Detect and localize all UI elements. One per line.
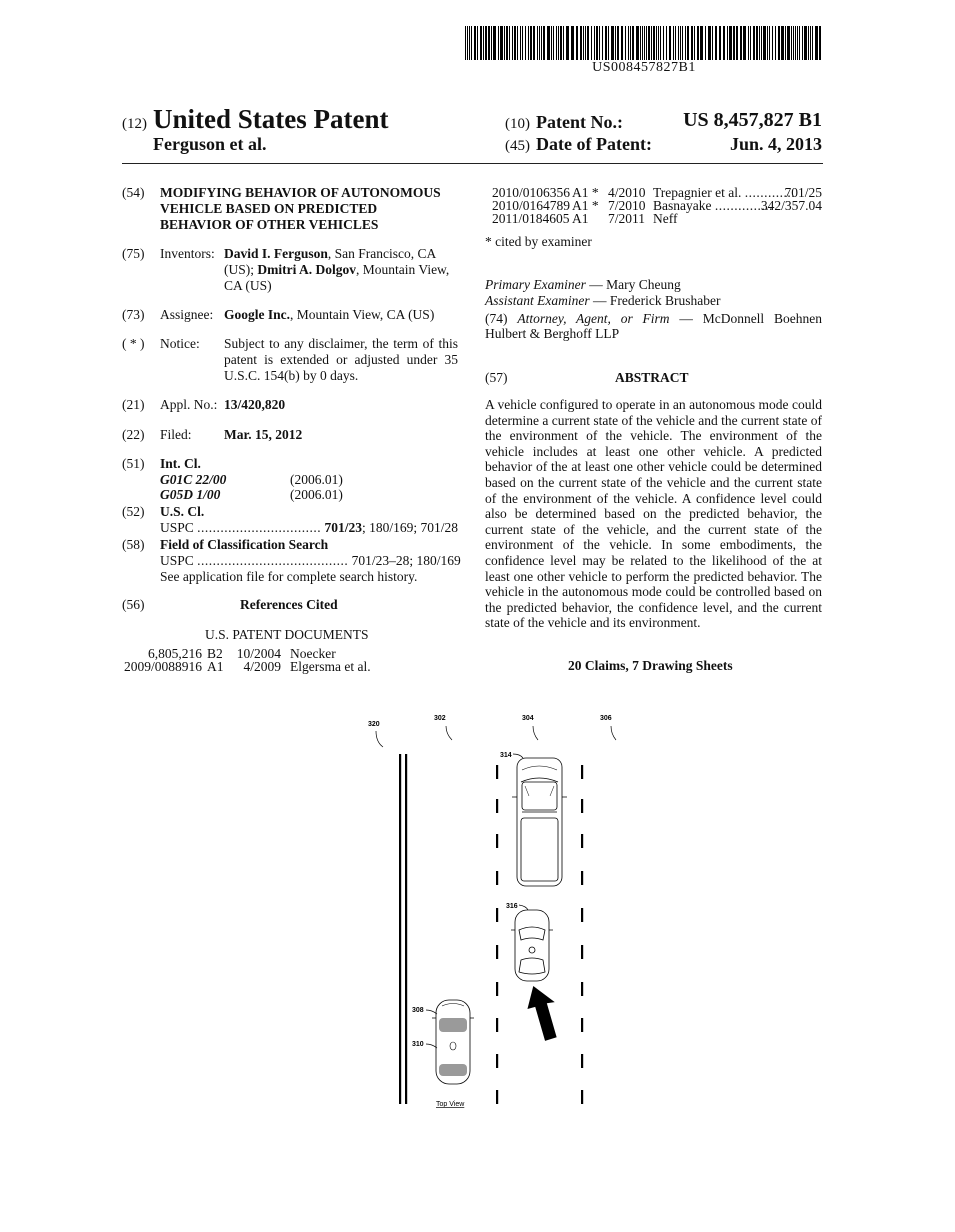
barcode-bar (558, 26, 559, 60)
barcode-bar (591, 26, 592, 60)
ref-class: 342/357.04 (760, 198, 822, 213)
barcode-number: US008457827B1 (592, 60, 696, 75)
notice-line: U.S.C. 154(b) by 0 days. (224, 368, 359, 383)
leader-310 (426, 1044, 437, 1048)
barcode-bar (648, 26, 650, 60)
barcode-bar (673, 26, 674, 60)
barcode-bar (810, 26, 811, 60)
us-cl-rest: ; 180/169; 701/28 (362, 520, 459, 535)
barcode-bar (778, 26, 780, 60)
barcode-bar (525, 26, 526, 60)
assignee-label: Assignee: (160, 307, 214, 322)
barcode-bar (775, 26, 776, 60)
code-21: (21) (122, 397, 145, 412)
barcode-bar (646, 26, 647, 60)
barcode-bar (498, 26, 499, 60)
invention-title (160, 185, 441, 233)
ref-name: Elgersma et al. (290, 659, 371, 674)
barcode-bar (680, 26, 681, 60)
barcode-bar (675, 26, 676, 60)
assignee-name: Google Inc. (224, 307, 290, 322)
ref-number: 6,805,216 (148, 646, 202, 661)
barcode-bar (560, 26, 562, 60)
barcode-bar (506, 26, 508, 60)
code-73: (73) (122, 307, 145, 322)
barcode-bar (488, 26, 490, 60)
barcode-bar (644, 26, 645, 60)
barcode-bar (477, 26, 478, 60)
primary-examiner-name: — Mary Cheung (589, 277, 681, 292)
code-56: (56) (122, 597, 145, 612)
barcode-bar (729, 26, 732, 60)
patent-no-label: Patent No.: (536, 112, 623, 132)
notice-line: Subject to any disclaimer, the term of this (224, 336, 458, 351)
barcode-bar (611, 26, 614, 60)
inventor-short: Ferguson et al. (153, 134, 267, 154)
barcode-bar (658, 26, 659, 60)
barcode-bar (576, 26, 578, 60)
label-316: 316 (506, 903, 518, 910)
attorney (485, 311, 822, 327)
code-45: (45) (505, 138, 530, 154)
int-class: G05D 1/00 (160, 487, 221, 502)
barcode-bar (517, 26, 518, 60)
barcode-bar (815, 26, 818, 60)
inventor-name: David I. Ferguson (224, 246, 328, 261)
abstract-title: ABSTRACT (615, 370, 689, 385)
code-57: (57) (485, 370, 508, 385)
barcode-bar (797, 26, 798, 60)
barcode-bar (539, 26, 540, 60)
barcode-bar (781, 26, 784, 60)
notice-text (224, 336, 458, 384)
barcode-bar (483, 26, 484, 60)
barcode-bar (666, 26, 667, 60)
barcode-bar (541, 26, 542, 60)
barcode-bar (625, 26, 626, 60)
barcode-bar (759, 26, 760, 60)
leader-314 (513, 754, 523, 758)
barcode-bar (685, 26, 686, 60)
barcode-bar (787, 26, 790, 60)
barcode-bar (687, 26, 689, 60)
barcode-bar (761, 26, 762, 60)
barcode-bar (615, 26, 616, 60)
ref-inventor: Basnayake (653, 198, 712, 213)
int-cl-label: Int. Cl. (160, 456, 201, 471)
barcode-bar (651, 26, 652, 60)
field-search-value (160, 553, 461, 569)
uspc-label: USPC (160, 520, 194, 535)
header-rule (122, 163, 823, 164)
barcode-bar (465, 26, 466, 60)
barcode-bar (656, 26, 657, 60)
ref-name: Noecker (290, 646, 336, 661)
barcode-bar (697, 26, 699, 60)
date-label: Date of Patent: (536, 134, 652, 154)
ref-date: 7/2010 (608, 198, 646, 213)
barcode-bar (791, 26, 792, 60)
code-58: (58) (122, 537, 145, 552)
barcode-bar (563, 26, 564, 60)
barcode-bar (753, 26, 755, 60)
code-51: (51) (122, 456, 145, 471)
barcode-bar (608, 26, 609, 60)
barcode-bar (733, 26, 735, 60)
us-cl-value (160, 520, 458, 536)
label-306: 306 (600, 715, 612, 722)
claims-summary: 20 Claims, 7 Drawing Sheets (568, 658, 733, 673)
title-line: VEHICLE BASED ON PREDICTED (160, 201, 378, 216)
us-cl-main: 701/23 (324, 520, 363, 535)
inventor-location: (US); (224, 262, 258, 277)
barcode-bar (522, 26, 523, 60)
barcode-bar (767, 26, 768, 60)
barcode-bar (514, 26, 516, 60)
barcode-bar (769, 26, 770, 60)
barcode-bar (715, 26, 717, 60)
label-314: 314 (500, 752, 512, 759)
barcode (465, 26, 823, 60)
car-316 (511, 910, 553, 981)
lane-dashes-right (581, 765, 583, 1104)
road-double-line (399, 754, 401, 1104)
ref-date: 4/2009 (243, 659, 281, 674)
ref-kind: A1 * (572, 185, 599, 200)
label-308: 308 (412, 1007, 424, 1014)
car-308 (432, 1000, 474, 1084)
barcode-bar (660, 26, 661, 60)
assistant-examiner (485, 293, 720, 309)
barcode-bar (504, 26, 505, 60)
patent-type-title: United States Patent (153, 104, 389, 134)
field-search-note: See application file for complete search history. (160, 569, 418, 584)
primary-examiner (485, 277, 681, 293)
barcode-bar (632, 26, 634, 60)
barcode-bar (605, 26, 607, 60)
int-class-year: (2006.01) (290, 472, 343, 487)
barcode-bar (653, 26, 655, 60)
barcode-bar (736, 26, 738, 60)
barcode-bar (583, 26, 584, 60)
code-12: (12) (122, 116, 147, 132)
leader-dots: ....................................... (197, 553, 349, 568)
ref-number: 2011/0184605 (492, 211, 570, 226)
primary-examiner-label: Primary Examiner (485, 277, 586, 292)
leader-308 (426, 1010, 437, 1014)
patent-number: US 8,457,827 B1 (683, 109, 822, 131)
int-class-year: (2006.01) (290, 487, 343, 502)
uspc-label: USPC (160, 553, 194, 568)
truck-314 (512, 758, 567, 886)
barcode-bar (493, 26, 496, 60)
ref-name: Neff (653, 211, 678, 226)
barcode-bar (480, 26, 482, 60)
barcode-bar (485, 26, 487, 60)
leader-316 (519, 905, 528, 910)
field-search-label: Field of Classification Search (160, 537, 329, 552)
ref-kind: A1 * (572, 198, 599, 213)
barcode-bar (530, 26, 532, 60)
direction-arrow (524, 983, 560, 1042)
code-75: (75) (122, 246, 145, 261)
barcode-bar (819, 26, 821, 60)
ref-inventor: Trepagnier et al. (653, 185, 742, 200)
barcode-bar (705, 26, 706, 60)
inventors-label: Inventors: (160, 246, 215, 261)
barcode-bar (727, 26, 728, 60)
assistant-examiner-label: Assistant Examiner (485, 293, 590, 308)
barcode-bar (469, 26, 470, 60)
barcode-bar (500, 26, 503, 60)
ref-number: 2010/0164789 (492, 198, 571, 213)
barcode-bar (712, 26, 713, 60)
barcode-bar (587, 26, 589, 60)
barcode-bar (740, 26, 742, 60)
leader-320 (376, 731, 383, 747)
ref-kind: A1 (207, 659, 224, 674)
barcode-bar (708, 26, 711, 60)
leader-304 (533, 726, 538, 740)
barcode-bar (537, 26, 538, 60)
barcode-bar (694, 26, 695, 60)
barcode-bar (628, 26, 629, 60)
inventor-name: Dmitri A. Dolgov (257, 262, 356, 277)
barcode-bar (682, 26, 683, 60)
barcode-bar (621, 26, 623, 60)
barcode-bar (566, 26, 569, 60)
barcode-bar (772, 26, 773, 60)
barcode-bar (520, 26, 521, 60)
appl-no-value: 13/420,820 (224, 397, 286, 412)
barcode-bar (596, 26, 598, 60)
references-cited-label: References Cited (240, 597, 338, 612)
barcode-bar (585, 26, 586, 60)
barcode-bar (551, 26, 552, 60)
barcode-bar (617, 26, 619, 60)
barcode-bar (630, 26, 631, 60)
leader-302 (446, 726, 452, 740)
filed-value: Mar. 15, 2012 (224, 427, 303, 442)
barcode-bar (471, 26, 472, 60)
barcode-bar (700, 26, 703, 60)
barcode-bar (553, 26, 554, 60)
barcode-bar (528, 26, 529, 60)
code-22: (22) (122, 427, 145, 442)
barcode-bar (750, 26, 751, 60)
leader-306 (611, 726, 616, 740)
code-10: (10) (505, 116, 530, 132)
barcode-bar (795, 26, 796, 60)
barcode-bar (812, 26, 813, 60)
field-search-classes: 701/23–28; 180/169 (351, 553, 461, 568)
barcode-bar (580, 26, 582, 60)
barcode-bar (663, 26, 664, 60)
int-class: G01C 22/00 (160, 472, 227, 487)
notice-label: Notice: (160, 336, 200, 351)
notice-line: patent is extended or adjusted under 35 (224, 352, 458, 367)
barcode-bar (547, 26, 550, 60)
barcode-bar (785, 26, 786, 60)
leader-dots: ............. (744, 185, 796, 200)
us-patent-documents-label: U.S. PATENT DOCUMENTS (205, 627, 369, 642)
barcode-bar (509, 26, 510, 60)
barcode-bar (571, 26, 574, 60)
ref-date: 7/2011 (608, 211, 645, 226)
attorney-name: — McDonnell Boehnen (679, 311, 822, 326)
inventors-value (224, 246, 464, 294)
barcode-bar (808, 26, 809, 60)
barcode-bar (763, 26, 766, 60)
barcode-bar (467, 26, 468, 60)
barcode-bar (799, 26, 800, 60)
us-cl-label: U.S. Cl. (160, 504, 205, 519)
barcode-bar (556, 26, 557, 60)
assignee-value (224, 307, 434, 323)
leader-dots: ............... (714, 198, 773, 213)
label-302: 302 (434, 715, 446, 722)
barcode-bar (719, 26, 721, 60)
lane-dashes-left (496, 765, 498, 1104)
title-line: MODIFYING BEHAVIOR OF AUTONOMOUS (160, 185, 441, 200)
inventor-location: CA (US) (224, 278, 272, 293)
code-52: (52) (122, 504, 145, 519)
label-310: 310 (412, 1041, 424, 1048)
title-line: BEHAVIOR OF OTHER VEHICLES (160, 217, 379, 232)
barcode-bar (642, 26, 643, 60)
barcode-bar (474, 26, 476, 60)
ref-date: 4/2010 (608, 185, 646, 200)
cited-by-examiner: * cited by examiner (485, 234, 592, 249)
code-54: (54) (122, 185, 145, 200)
barcode-bar (793, 26, 794, 60)
appl-no-label: Appl. No.: (160, 397, 218, 412)
figure-caption: Top View (436, 1101, 465, 1108)
barcode-bar (602, 26, 603, 60)
ref-kind: B2 (207, 646, 223, 661)
figure-drawing (355, 705, 655, 1115)
notice-code: ( * ) (122, 336, 145, 351)
ref-kind: A1 (572, 211, 589, 226)
barcode-bar (512, 26, 513, 60)
inventor-location: , Mountain View, (356, 262, 450, 277)
attorney-label: Attorney, Agent, or Firm (517, 311, 670, 326)
patent-date: Jun. 4, 2013 (729, 134, 822, 154)
assignee-location: , Mountain View, CA (US) (290, 307, 435, 322)
ref-number: 2009/0088916 (123, 659, 202, 674)
barcode-bar (636, 26, 639, 60)
code-74: (74) (485, 311, 508, 326)
ref-class: 701/25 (784, 185, 822, 200)
leader-dots: ................................ (197, 520, 322, 535)
inventor-location: , San Francisco, CA (327, 246, 437, 261)
barcode-bar (723, 26, 725, 60)
barcode-bar (491, 26, 492, 60)
barcode-bar (640, 26, 641, 60)
barcode-bar (804, 26, 807, 60)
assistant-examiner-name: — Frederick Brushaber (593, 293, 721, 308)
barcode-bar (691, 26, 693, 60)
label-320: 320 (368, 721, 380, 728)
barcode-bar (599, 26, 600, 60)
label-304: 304 (522, 715, 534, 722)
barcode-bar (669, 26, 671, 60)
barcode-bar (756, 26, 758, 60)
ref-date: 10/2004 (236, 646, 281, 661)
barcode-bar (802, 26, 803, 60)
attorney-line2: Hulbert & Berghoff LLP (485, 326, 620, 341)
barcode-bar (748, 26, 749, 60)
barcode-bar (543, 26, 545, 60)
filed-label: Filed: (160, 427, 192, 442)
road-double-line (405, 754, 407, 1104)
barcode-bar (594, 26, 595, 60)
abstract-text: A vehicle configured to operate in an autonomous mode could determine a current state of the vehicle and the current state of the environment of the vehicle. The environment of the vehicle includes at least one other vehicle. A predicted behavior of the at least one other vehicle could be determined based on the current state of the vehicle and the current state of the environment of the vehicle. A confidence level could also be determined based on the predicted behavior, the current state of the vehicle, and the current state of the environment of the vehicle. In some embodiments, the confidence level may be related to the likelihood of the at least one other vehicle to perform the predicted behavior. The vehicle in the autonomous mode could be controlled based on the predicted behavior, the confidence level, and the current state of the vehicle and its environment. (485, 397, 822, 631)
barcode-bar (678, 26, 679, 60)
barcode-bar (743, 26, 746, 60)
ref-number: 2010/0106356 (492, 185, 571, 200)
barcode-bar (533, 26, 535, 60)
